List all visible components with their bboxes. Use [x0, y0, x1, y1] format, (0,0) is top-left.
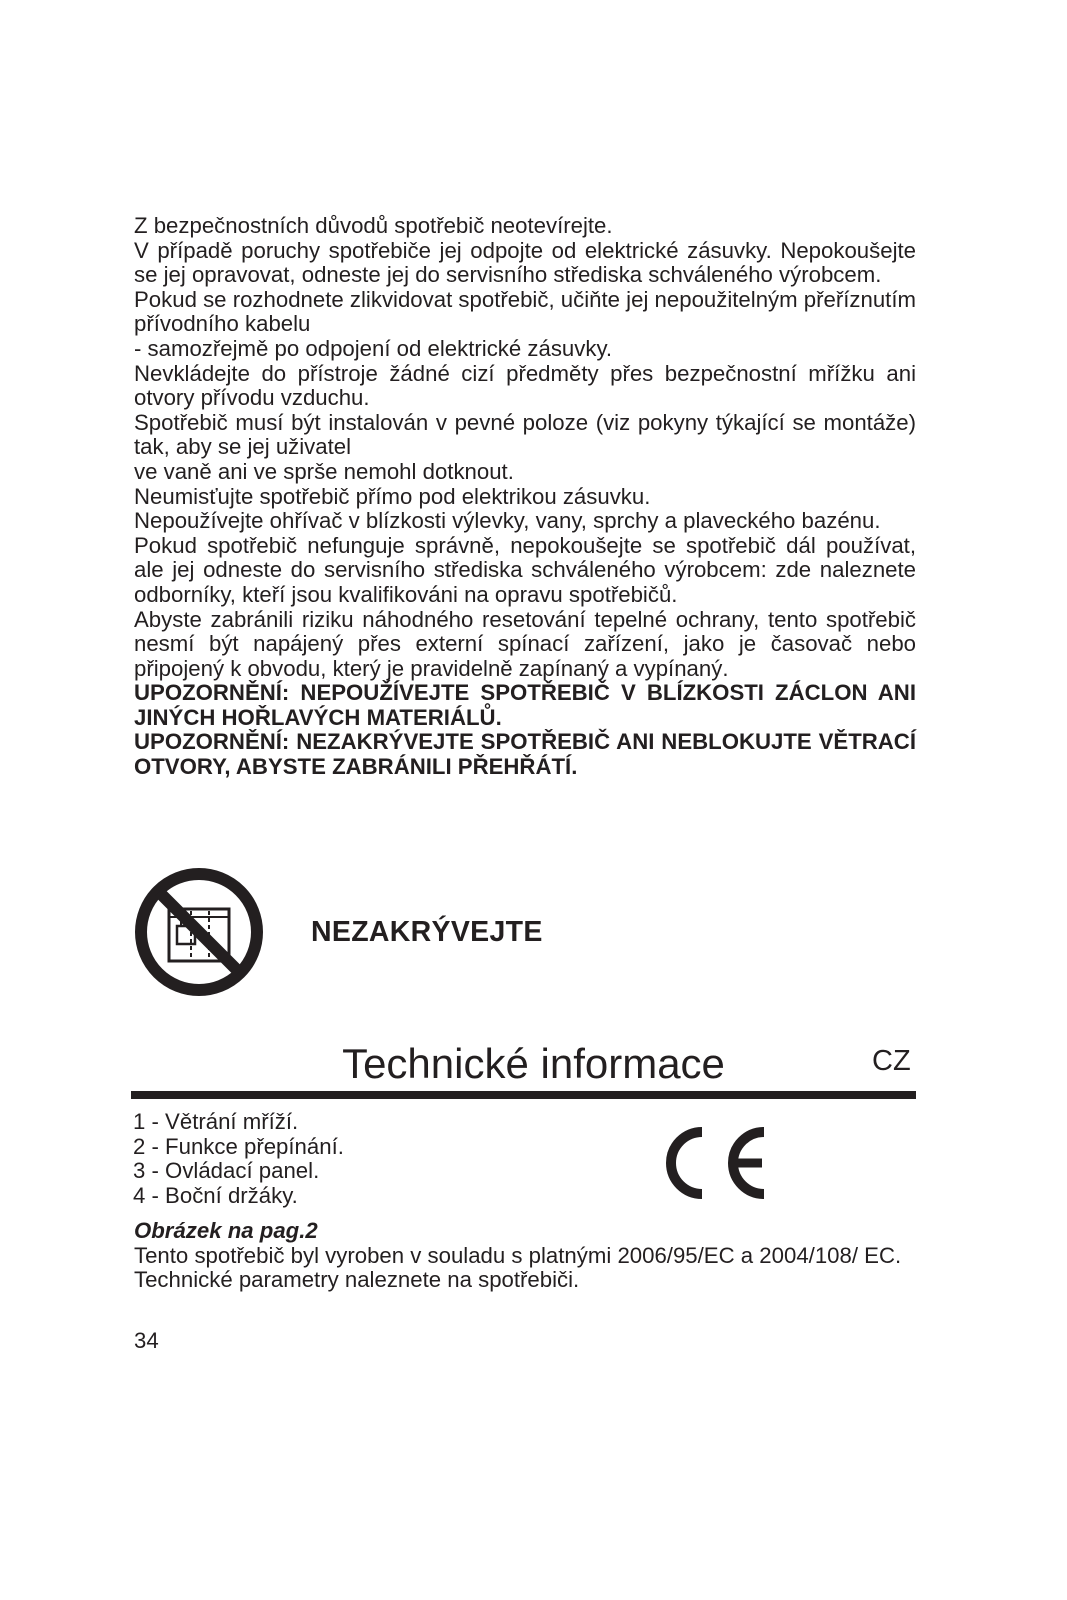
- list-item: 2 - Funkce přepínání.: [133, 1133, 344, 1159]
- parts-list: [133, 1110, 344, 1208]
- title-divider: [131, 1091, 916, 1099]
- safety-paragraph: Pokud se rozhodnete zlikvidovat spotřebič, učiňte jej nepoužitelným přeříznutím přívodního kabelu: [134, 286, 916, 337]
- safety-paragraph: Pokud spotřebič nefunguje správně, nepokoušejte se spotřebič dál používat, ale jej odneste do servisního střediska schváleného výrobcem: zde naleznete odborníky, kteří jsou kvalifikováni na opravu spotřebičů.: [134, 532, 916, 607]
- ce-mark-icon: [658, 1124, 768, 1202]
- compliance-text: Tento spotřebič byl vyroben v souladu s platnými 2006/95/EC a 2004/108/ EC.: [134, 1242, 902, 1268]
- parameters-text: Technické parametry naleznete na spotřebiči.: [134, 1267, 580, 1293]
- warning-curtains: UPOZORNĚNÍ: NEPOUŽÍVEJTE SPOTŘEBIČ V BLÍZKOSTI ZÁCLON ANI JINÝCH HOŘLAVÝCH MATERIÁLŮ.: [134, 680, 916, 730]
- figure-reference: Obrázek na pag.2: [134, 1218, 318, 1243]
- safety-paragraph: ve vaně ani ve sprše nemohl dotknout.: [134, 458, 514, 484]
- warning-do-not-cover: UPOZORNĚNÍ: NEZAKRÝVEJTE SPOTŘEBIČ ANI NEBLOKUJTE VĚTRACÍ OTVORY, ABYSTE ZABRÁNILI PŘEHŘÁTÍ.: [134, 729, 916, 780]
- safety-instructions: [134, 214, 916, 780]
- safety-paragraph: Nevkládejte do přístroje žádné cizí předměty přes bezpečnostní mřížku ani otvory přívodu vzduchu.: [134, 360, 916, 411]
- page-number: 34: [134, 1328, 159, 1353]
- list-item: 4 - Boční držáky.: [133, 1182, 298, 1208]
- do-not-cover-label: NEZAKRÝVEJTE: [311, 916, 543, 948]
- section-title: Technické informace: [342, 1040, 725, 1087]
- list-item: 3 - Ovládací panel.: [133, 1158, 320, 1184]
- safety-paragraph: Abyste zabránili riziku náhodného resetování tepelné ochrany, tento spotřebič nesmí být napájený přes externí spínací zařízení, jako je časovač nebo připojený k obvodu, který je pravidelně zapínaný a vypínaný.: [134, 606, 916, 681]
- language-code: CZ: [872, 1045, 911, 1077]
- list-item: 1 - Větrání mříží.: [133, 1109, 299, 1134]
- safety-paragraph: Nepoužívejte ohřívač v blízkosti výlevky, vany, sprchy a plaveckého bazénu.: [134, 508, 881, 534]
- safety-paragraph: Z bezpečnostních důvodů spotřebič neotevírejte.: [134, 213, 613, 238]
- safety-paragraph: Spotřebič musí být instalován v pevné poloze (viz pokyny týkající se montáže) tak, aby se jej uživatel: [134, 409, 916, 460]
- safety-paragraph: - samozřejmě po odpojení od elektrické zásuvky.: [134, 335, 613, 361]
- safety-paragraph: V případě poruchy spotřebiče jej odpojte od elektrické zásuvky. Nepokoušejte se jej opravovat, odneste jej do servisního střediska schváleného výrobcem.: [134, 237, 916, 288]
- do-not-cover-symbol: [133, 866, 915, 1002]
- no-cover-icon: [133, 866, 265, 998]
- figure-info: [134, 1219, 916, 1293]
- safety-paragraph: Neumisťujte spotřebič přímo pod elektrikou zásuvku.: [134, 483, 651, 509]
